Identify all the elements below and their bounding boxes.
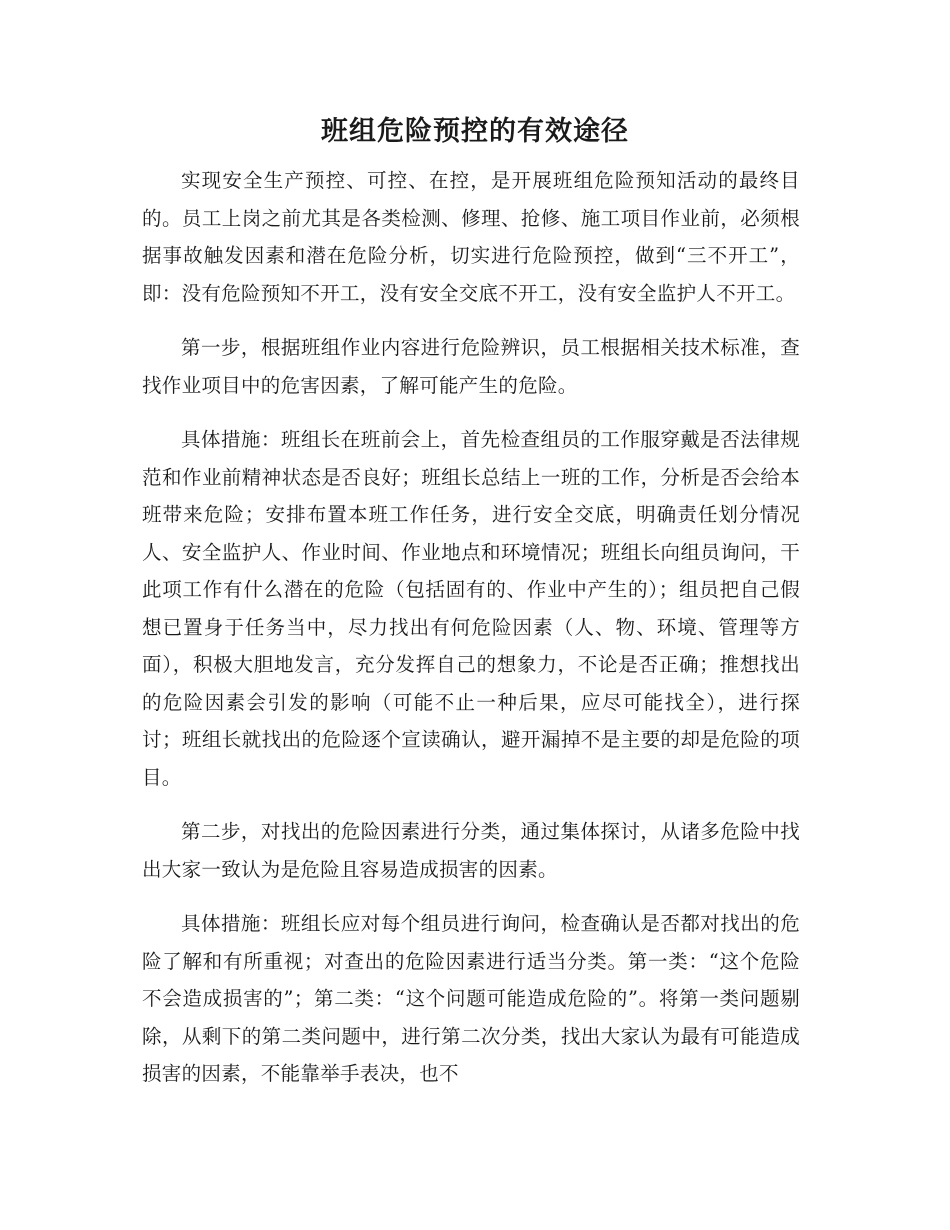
paragraph-step-two-measures: 具体措施：班组长应对每个组员进行询问，检查确认是否都对找出的危险了解和有所重视；对查出的危险因素进行适当分类。第一类：“这个危险不会造成损害的”；第二类：“这个问题可能造成危险的”。将第一类问题剔除，从剩下的第二类问题中，进行第二次分类，找出大家认为最有可能造成损害的因素，不能靠举手表决，也不 (142, 912, 800, 1085)
paragraph-intro: 实现安全生产预控、可控、在控，是开展班组危险预知活动的最终目的。员工上岗之前尤其是各类检测、修理、抢修、施工项目作业前，必须根据事故触发因素和潜在危险分析，切实进行危险预控，做到“三不开工”，即：没有危险预知不开工，没有安全交底不开工，没有安全监护人不开工。 (142, 169, 800, 305)
paragraph-step-one-measures: 具体措施：班组长在班前会上，首先检查组员的工作服穿戴是否法律规范和作业前精神状态是否良好；班组长总结上一班的工作，分析是否会给本班带来危险；安排布置本班工作任务，进行安全交底，明确责任划分情况人、安全监护人、作业时间、作业地点和环境情况；班组长向组员询问，干此项工作有什么潜在的危险（包括固有的、作业中产生的）；组员把自己假想已置身于任务当中，尽力找出有何危险因素（人、物、环境、管理等方面），积极大胆地发言，充分发挥自己的想象力，不论是否正确；推想找出的危险因素会引发的影响（可能不止一种后果，应尽可能找全），进行探讨；班组长就找出的危险逐个宣读确认，避开漏掉不是主要的却是危险的项目。 (142, 428, 800, 789)
document-body (142, 162, 800, 1110)
document-title: 班组危险预控的有效途径 (321, 116, 629, 147)
paragraph-step-one: 第一步，根据班组作业内容进行危险辨识，员工根据相关技术标准，查找作业项目中的危害因素，了解可能产生的危险。 (142, 336, 800, 397)
paragraph-step-two: 第二步，对找出的危险因素进行分类，通过集体探讨，从诸多危险中找出大家一致认为是危险且容易造成损害的因素。 (142, 820, 800, 881)
